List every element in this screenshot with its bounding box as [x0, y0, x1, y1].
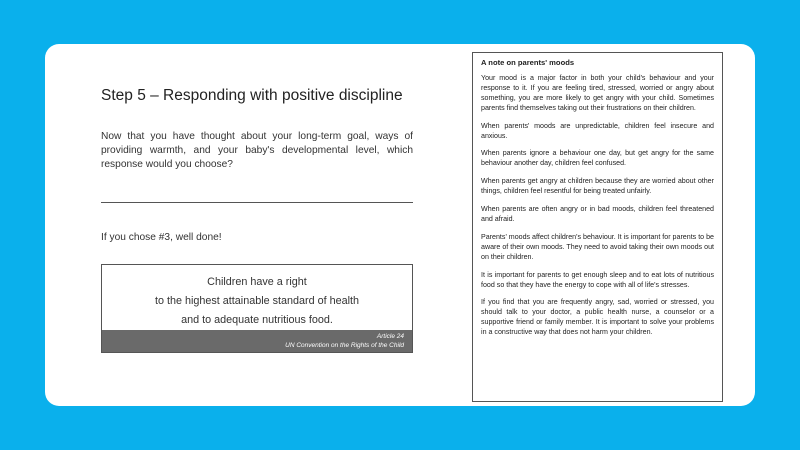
citation-article: Article 24 — [376, 333, 404, 340]
note-paragraph: If you find that you are frequently angry, sad, worried or stressed, you should talk to your doctor, a public health nurse, a counselor or a supportive friend or family member. It is important to solve your problems in a constructive way that does not harm your children. — [481, 298, 714, 337]
note-paragraph: When parents get angry at children because they are worried about other things, children feel resentful for being treated unfairly. — [481, 177, 714, 196]
quote-line: to the highest attainable standard of health — [154, 295, 360, 307]
quote-text — [102, 273, 412, 330]
citation-source: UN Convention on the Rights of the Child — [285, 342, 404, 349]
parents-moods-note — [472, 52, 723, 402]
note-paragraph: When parents' moods are unpredictable, children feel insecure and anxious. — [481, 121, 714, 140]
quote-line: Children have a right — [207, 276, 307, 288]
quote-line: and to adequate nutritious food. — [181, 314, 333, 326]
note-paragraph: When parents are often angry or in bad moods, children feel threatened and afraid. — [481, 205, 714, 223]
note-paragraph: Your mood is a major factor in both your child's behaviour and your response to it. If you are feeling tired, stressed, worried or angry about something, you are more likely to get angry with your child. Sometimes parents find themselves taking out their frustrations on their children. — [481, 74, 714, 112]
note-title: A note on parents' moods — [481, 58, 575, 67]
note-paragraph: It is important for parents to get enough sleep and to eat lots of nutritious food so that they have the energy to cope with all of life's stresses. — [481, 270, 714, 289]
step-prompt: Now that you have thought about your long-term goal, ways of providing warmth, and your baby's developmental level, which response would you choose? — [101, 131, 413, 170]
feedback-text: If you chose #3, well done! — [101, 232, 222, 243]
note-paragraph: Parents' moods affect children's behaviour. It is important for parents to be aware of their own moods. They need to avoid taking their own moods out on their children. — [481, 232, 714, 261]
rights-quote-box — [101, 264, 413, 353]
document-card — [45, 44, 755, 406]
answer-line — [101, 202, 413, 203]
note-paragraph: When parents ignore a behaviour one day, but get angry for the same behaviour another day, children feel confused. — [481, 149, 714, 168]
quote-citation — [102, 330, 412, 352]
step-title: Step 5 – Responding with positive discipline — [101, 87, 403, 104]
